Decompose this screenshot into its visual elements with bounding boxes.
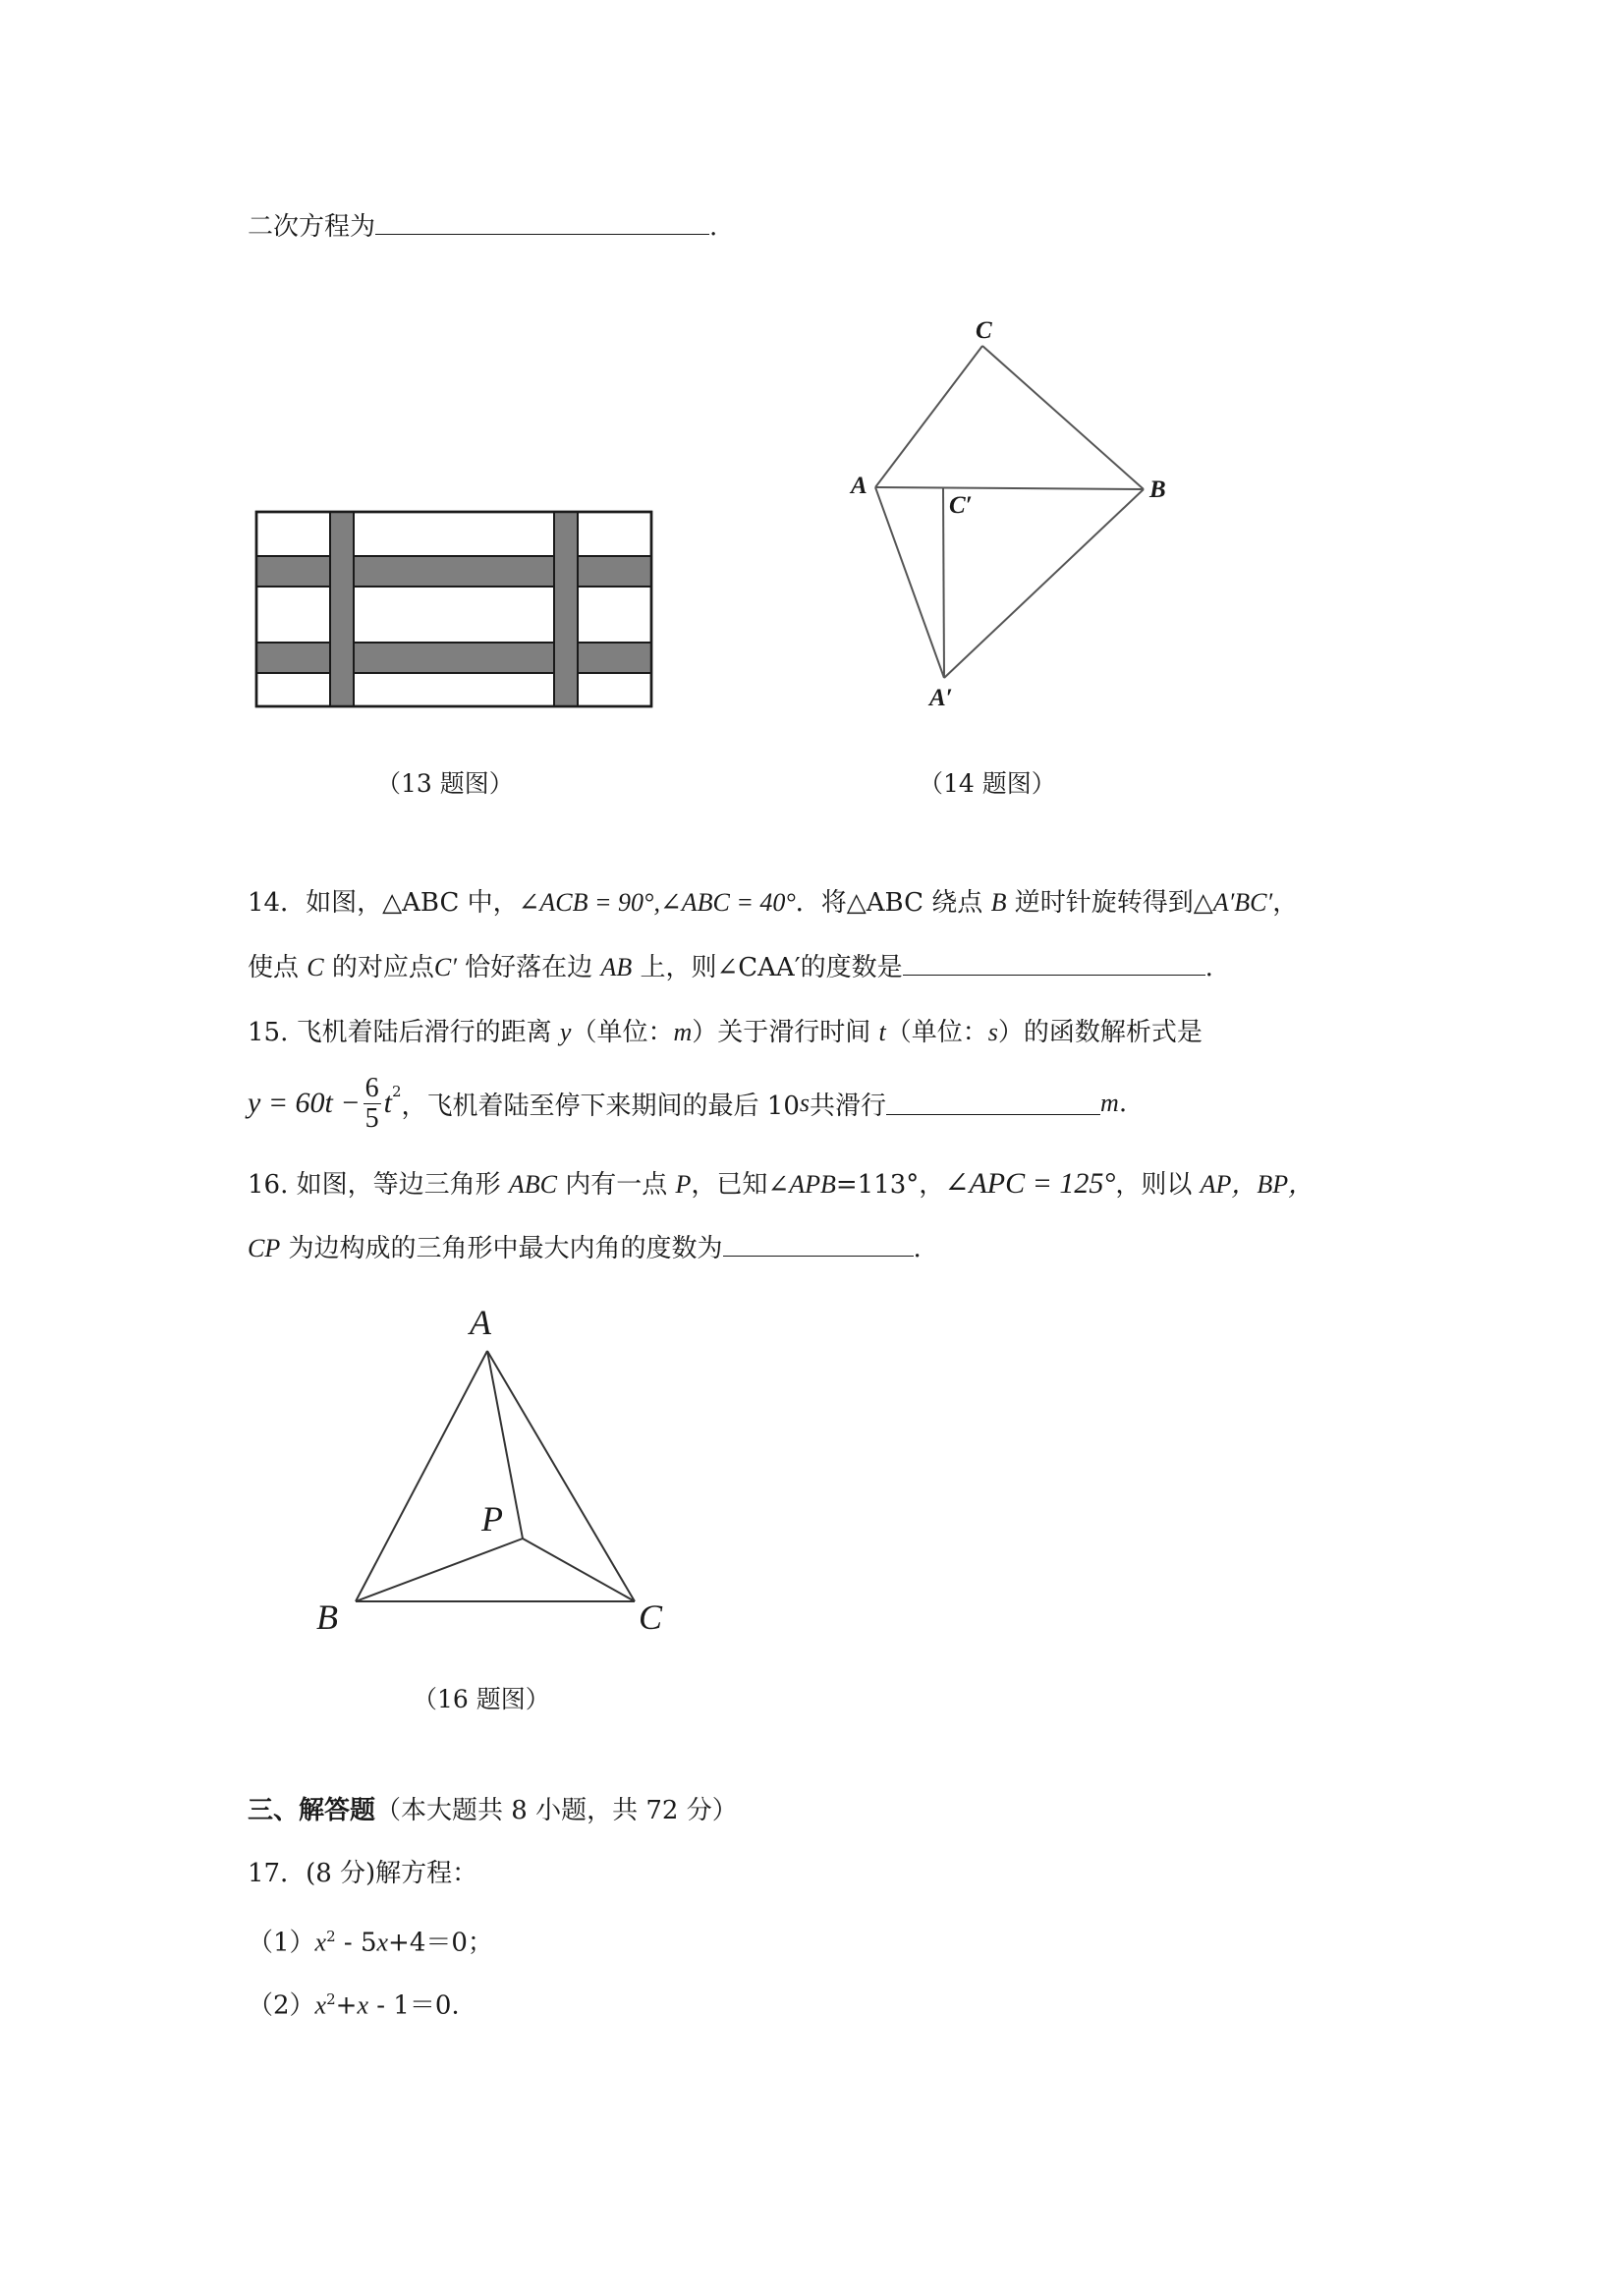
q15-var-t: t [878, 1018, 886, 1046]
q17-head: 17．(8 分)解方程： [248, 1859, 478, 1888]
q16-angle-apc: ∠APC = 125° [944, 1167, 1116, 1200]
fig14-label-a: A [851, 473, 867, 499]
q15-unit-s2: s [799, 1089, 811, 1117]
section3-heading [248, 1794, 738, 1827]
fig13-horizontal-band-top [256, 556, 651, 587]
fig14-label-b: B [1149, 476, 1166, 503]
q13-tail-line: 二次方程为 . [248, 212, 718, 242]
q15-formula-exp: 2 [391, 1083, 402, 1100]
answer-blank-q14 [903, 953, 1205, 976]
q16-line1 [248, 1167, 1314, 1202]
q15-unit-m2: m [1100, 1089, 1119, 1117]
q14-text-d: ， [1272, 888, 1299, 918]
answer-blank-q16 [723, 1234, 914, 1257]
q15-text-g: 共滑行 [810, 1091, 887, 1121]
q14-text-g: 恰好落在边 [456, 953, 601, 982]
q16-text-a: 16. 如图，等边三角形 [248, 1170, 509, 1200]
q17-p2-plus: + [335, 1990, 358, 2021]
q14-text-b: ．将△ABC 绕点 [795, 888, 991, 918]
q16-text-c: ，已知 [691, 1170, 768, 1200]
q14-text-a: 14．如图，△ABC 中， [248, 888, 519, 918]
q17-part2 [248, 1983, 460, 2023]
caption-fig14: （14 题图） [919, 769, 1056, 798]
q16-text-b: 内有一点 [557, 1170, 676, 1200]
fig13-vertical-band-right [554, 512, 578, 706]
section3-title: 三、解答题 [248, 1796, 376, 1825]
q14-text-e: 使点 [248, 953, 308, 982]
q15-var-y: y [559, 1018, 572, 1046]
fig14-label-a-prime: A′ [929, 685, 953, 711]
fig13-outer-rect [256, 512, 651, 706]
q16-line2 [248, 1232, 922, 1265]
fig13-horizontal-band-bottom [256, 643, 651, 673]
fig14-label-c: C [976, 317, 992, 344]
q14-var-c-prime: C′ [433, 953, 457, 981]
q17-p2-x2: x [357, 1990, 368, 2020]
q15-text-a: 15. 飞机着陆后滑行的距离 [248, 1018, 560, 1047]
q17-p1-x2: x [376, 1928, 389, 1957]
fig14-lines [875, 346, 1144, 678]
figure-14 [835, 316, 1189, 719]
q14-var-ab: AB [600, 953, 633, 981]
q17-p2-end: - 1＝0. [367, 1990, 460, 2021]
q17-p1-rest: - 5 [335, 1928, 377, 1958]
q15-text-c: ）关于滑行时间 [692, 1018, 879, 1047]
figure-13 [253, 509, 654, 709]
q14-var-b: B [990, 888, 1007, 917]
fig16-lines [356, 1351, 635, 1601]
q15-unit-m: m [673, 1018, 693, 1046]
q15-text-e: ）的函数解析式是 [997, 1018, 1203, 1047]
q14-text-f: 的对应点 [323, 953, 434, 982]
q17-p1-x: x [314, 1928, 327, 1957]
q14-var-c: C [307, 953, 324, 981]
q13-tail-text: 二次方程为 [248, 212, 376, 242]
q15-period: . [1118, 1089, 1128, 1118]
q16-angle-apb: ∠APB [767, 1170, 836, 1199]
q15-unit-s: s [987, 1018, 998, 1046]
q17-p1-end: +4＝0； [388, 1928, 493, 1958]
caption-fig13: （13 题图） [376, 769, 514, 798]
q17-p1-exp: 2 [326, 1928, 336, 1945]
q15-formula-left: y = 60t − [248, 1087, 361, 1119]
q16-period: . [913, 1234, 922, 1263]
q16-var-sides: AP，BP， [1200, 1170, 1315, 1199]
q14-text-h: 上，则 [632, 953, 717, 982]
q14-angle-condition: ∠ACB = 90°,∠ABC = 40° [518, 888, 796, 917]
caption-fig16: （16 题图） [413, 1685, 550, 1713]
fig16-label-p: P [481, 1499, 503, 1539]
q14-angle-caa: ∠CAA′ [716, 953, 801, 982]
q15-text-b: （单位： [571, 1018, 674, 1047]
section3-note: （本大题共 8 小题，共 72 分） [375, 1796, 738, 1825]
q15-frac-num: 6 [364, 1072, 379, 1103]
q15-text-d: （单位： [885, 1018, 988, 1047]
q15-frac-den: 5 [364, 1102, 379, 1134]
q14-line1 [248, 886, 1298, 920]
fig16-label-b: B [316, 1597, 338, 1637]
q17-p2-label: （2） [248, 1990, 315, 2021]
q15-line2 [248, 1069, 1127, 1138]
q16-var-abc: ABC [508, 1170, 557, 1199]
q17-p2-x: x [314, 1990, 327, 2020]
fig13-vertical-band-left [330, 512, 354, 706]
q16-text-f: 为边构成的三角形中最大内角的度数为 [280, 1234, 723, 1263]
q16-angle-apb-value: =113° [835, 1170, 920, 1200]
q17-p2-exp: 2 [326, 1990, 336, 2008]
fig14-label-c-prime: C′ [949, 492, 973, 519]
fig16-label-c: C [639, 1597, 663, 1637]
q16-text-d: ， [919, 1170, 945, 1200]
q14-period: . [1204, 953, 1213, 982]
q14-text-i: 的度数是 [800, 953, 903, 982]
q15-line1 [248, 1016, 1203, 1049]
q17-p1-label: （1） [248, 1928, 315, 1958]
answer-blank-q13 [375, 212, 709, 235]
q16-text-e: ，则以 [1115, 1170, 1201, 1200]
q15-text-f: ，飞机着陆至停下来期间的最后 10 [401, 1091, 800, 1121]
q16-var-p: P [675, 1170, 692, 1199]
q14-line2 [248, 951, 1213, 984]
q14-text-c: 逆时针旋转得到△ [1006, 888, 1213, 918]
q15-fraction [364, 1074, 381, 1134]
q14-var-image: A′BC′ [1212, 888, 1273, 917]
figure-16 [305, 1297, 688, 1651]
fig16-label-a: A [470, 1303, 491, 1342]
q17-part1 [248, 1920, 493, 1960]
q16-var-cp: CP [248, 1234, 281, 1262]
answer-blank-q15 [886, 1092, 1100, 1115]
q15-formula-t: t [383, 1087, 392, 1119]
